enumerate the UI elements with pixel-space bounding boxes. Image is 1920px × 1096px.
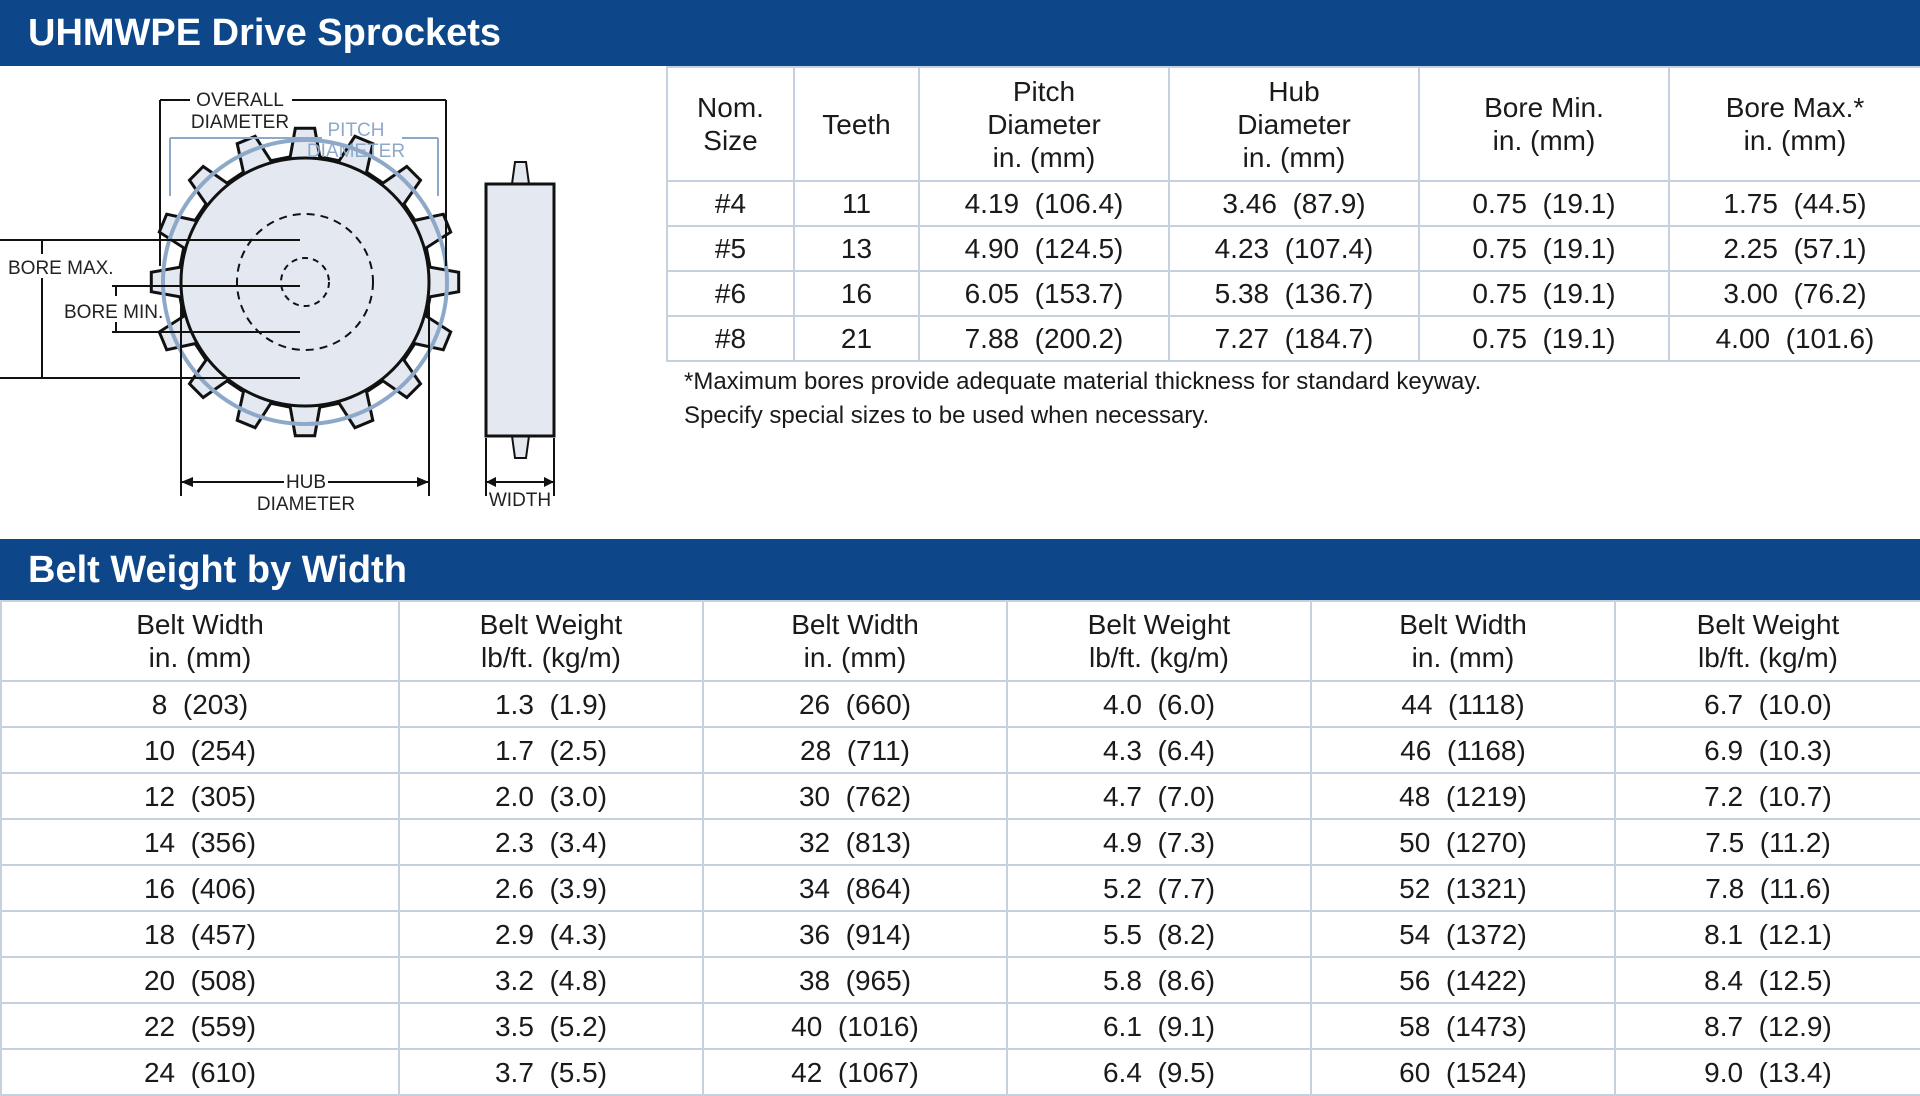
column-header-line: Belt Weight bbox=[1087, 609, 1231, 640]
table-cell: 52 (1321) bbox=[1311, 865, 1615, 911]
table-cell: 13 bbox=[794, 226, 919, 271]
belt-weight-table-header bbox=[1, 601, 1920, 681]
sprocket-diagram bbox=[0, 66, 600, 526]
column-header-line: Pitch bbox=[1012, 75, 1076, 107]
table-cell: 1.7 (2.5) bbox=[399, 727, 703, 773]
table-cell: 4.0 (6.0) bbox=[1007, 681, 1311, 727]
column-header bbox=[1615, 601, 1920, 681]
column-header-line: lb/ft. (kg/m) bbox=[480, 642, 621, 673]
column-header-line: lb/ft. (kg/m) bbox=[1697, 642, 1838, 673]
column-header bbox=[703, 601, 1007, 681]
column-header-line: in. (mm) bbox=[1242, 141, 1346, 173]
table-cell: 3.5 (5.2) bbox=[399, 1003, 703, 1049]
table-cell: 60 (1524) bbox=[1311, 1049, 1615, 1095]
table-cell: 12 (305) bbox=[1, 773, 399, 819]
column-header-line: Belt Width bbox=[1399, 609, 1527, 640]
table-cell: 58 (1473) bbox=[1311, 1003, 1615, 1049]
column-header-line: in. (mm) bbox=[148, 642, 252, 673]
table-cell: 36 (914) bbox=[703, 911, 1007, 957]
hub-diameter-label-2: DIAMETER bbox=[256, 494, 356, 515]
table-cell: 2.3 (3.4) bbox=[399, 819, 703, 865]
table-cell: 48 (1219) bbox=[1311, 773, 1615, 819]
table-cell: #8 bbox=[667, 316, 794, 361]
table-row bbox=[667, 316, 1920, 361]
bore-min-label: BORE MIN. bbox=[64, 302, 164, 323]
belt-weight-title: Belt Weight by Width bbox=[28, 548, 407, 591]
hub-circle bbox=[181, 158, 429, 406]
column-header bbox=[667, 67, 794, 181]
belt-weight-table bbox=[0, 600, 1920, 1096]
table-cell: 7.2 (10.7) bbox=[1615, 773, 1920, 819]
table-cell: 5.2 (7.7) bbox=[1007, 865, 1311, 911]
special-sizes-note: Specify special sizes to be used when necessary. bbox=[684, 402, 1210, 429]
column-header-line: in. (mm) bbox=[1743, 125, 1847, 156]
column-header-line: Bore Min. bbox=[1484, 92, 1604, 123]
table-cell: 4.7 (7.0) bbox=[1007, 773, 1311, 819]
table-cell: 7.88 (200.2) bbox=[919, 316, 1169, 361]
column-header bbox=[399, 601, 703, 681]
table-row bbox=[1, 911, 1920, 957]
width-label: WIDTH bbox=[488, 490, 552, 511]
overall-diameter-label-1: OVERALL bbox=[196, 90, 284, 111]
table-row bbox=[1, 865, 1920, 911]
table-cell: 30 (762) bbox=[703, 773, 1007, 819]
column-header-line: Belt Width bbox=[136, 609, 264, 640]
table-cell: #6 bbox=[667, 271, 794, 316]
column-header bbox=[1669, 67, 1920, 181]
column-header bbox=[1007, 601, 1311, 681]
table-cell: 7.8 (11.6) bbox=[1615, 865, 1920, 911]
table-cell: 6.05 (153.7) bbox=[919, 271, 1169, 316]
table-row bbox=[1, 1049, 1920, 1095]
column-header-line: Belt Weight bbox=[479, 609, 623, 640]
table-cell: #5 bbox=[667, 226, 794, 271]
column-header-line: Diameter bbox=[987, 108, 1101, 140]
side-view-top-tooth bbox=[512, 162, 529, 184]
table-row bbox=[667, 226, 1920, 271]
table-cell: 3.00 (76.2) bbox=[1669, 271, 1920, 316]
column-header-line: Size bbox=[703, 125, 758, 156]
table-row bbox=[1, 773, 1920, 819]
table-row bbox=[1, 727, 1920, 773]
table-cell: 0.75 (19.1) bbox=[1419, 271, 1669, 316]
bore-max-label: BORE MAX. bbox=[8, 258, 114, 279]
table-row bbox=[1, 1003, 1920, 1049]
table-cell: 0.75 (19.1) bbox=[1419, 316, 1669, 361]
table-cell: 4.3 (6.4) bbox=[1007, 727, 1311, 773]
table-cell: 22 (559) bbox=[1, 1003, 399, 1049]
table-cell: 6.7 (10.0) bbox=[1615, 681, 1920, 727]
max-bore-footnote: *Maximum bores provide adequate material thickness for standard keyway. bbox=[684, 368, 1482, 395]
table-cell: 16 (406) bbox=[1, 865, 399, 911]
side-view-bottom-tooth bbox=[512, 436, 529, 458]
pitch-diameter-label-1: PITCH bbox=[327, 120, 385, 141]
sprocket-spec-table bbox=[666, 66, 1920, 362]
table-cell: 3.46 (87.9) bbox=[1169, 181, 1419, 226]
column-header bbox=[1311, 601, 1615, 681]
table-cell: 2.6 (3.9) bbox=[399, 865, 703, 911]
table-row bbox=[667, 181, 1920, 226]
table-cell: 0.75 (19.1) bbox=[1419, 181, 1669, 226]
table-row bbox=[1, 681, 1920, 727]
table-cell: 32 (813) bbox=[703, 819, 1007, 865]
table-cell: 4.23 (107.4) bbox=[1169, 226, 1419, 271]
column-header-line: in. (mm) bbox=[992, 141, 1096, 173]
table-cell: 3.7 (5.5) bbox=[399, 1049, 703, 1095]
table-cell: 5.38 (136.7) bbox=[1169, 271, 1419, 316]
table-cell: 7.5 (11.2) bbox=[1615, 819, 1920, 865]
table-cell: #4 bbox=[667, 181, 794, 226]
table-cell: 2.25 (57.1) bbox=[1669, 226, 1920, 271]
table-cell: 10 (254) bbox=[1, 727, 399, 773]
table-cell: 50 (1270) bbox=[1311, 819, 1615, 865]
table-cell: 0.75 (19.1) bbox=[1419, 226, 1669, 271]
column-header bbox=[1419, 67, 1669, 181]
sprocket-table-header bbox=[667, 67, 1920, 181]
table-cell: 16 bbox=[794, 271, 919, 316]
table-cell: 24 (610) bbox=[1, 1049, 399, 1095]
table-cell: 14 (356) bbox=[1, 819, 399, 865]
table-cell: 56 (1422) bbox=[1311, 957, 1615, 1003]
table-row bbox=[1, 819, 1920, 865]
table-cell: 4.19 (106.4) bbox=[919, 181, 1169, 226]
overall-diameter-label-2: DIAMETER bbox=[190, 112, 290, 133]
table-cell: 8.4 (12.5) bbox=[1615, 957, 1920, 1003]
table-cell: 38 (965) bbox=[703, 957, 1007, 1003]
column-header-line: in. (mm) bbox=[1411, 642, 1515, 673]
table-cell: 18 (457) bbox=[1, 911, 399, 957]
table-cell: 26 (660) bbox=[703, 681, 1007, 727]
table-cell: 1.3 (1.9) bbox=[399, 681, 703, 727]
column-header bbox=[1169, 67, 1419, 181]
table-cell: 44 (1118) bbox=[1311, 681, 1615, 727]
table-cell: 40 (1016) bbox=[703, 1003, 1007, 1049]
column-header-line: lb/ft. (kg/m) bbox=[1088, 642, 1229, 673]
table-cell: 2.9 (4.3) bbox=[399, 911, 703, 957]
table-cell: 5.8 (8.6) bbox=[1007, 957, 1311, 1003]
table-cell: 8.7 (12.9) bbox=[1615, 1003, 1920, 1049]
table-cell: 54 (1372) bbox=[1311, 911, 1615, 957]
table-cell: 6.4 (9.5) bbox=[1007, 1049, 1311, 1095]
column-header-line: in. (mm) bbox=[1492, 125, 1596, 156]
table-cell: 8.1 (12.1) bbox=[1615, 911, 1920, 957]
table-cell: 8 (203) bbox=[1, 681, 399, 727]
table-row bbox=[1, 957, 1920, 1003]
table-cell: 46 (1168) bbox=[1311, 727, 1615, 773]
table-cell: 6.9 (10.3) bbox=[1615, 727, 1920, 773]
column-header-line: Bore Max.* bbox=[1725, 92, 1865, 123]
column-header-line: Belt Width bbox=[791, 609, 919, 640]
table-cell: 9.0 (13.4) bbox=[1615, 1049, 1920, 1095]
table-cell: 3.2 (4.8) bbox=[399, 957, 703, 1003]
table-cell: 4.00 (101.6) bbox=[1669, 316, 1920, 361]
column-header bbox=[919, 67, 1169, 181]
table-cell: 4.9 (7.3) bbox=[1007, 819, 1311, 865]
side-view-body bbox=[486, 184, 554, 436]
column-header-line: in. (mm) bbox=[803, 642, 907, 673]
table-row bbox=[667, 271, 1920, 316]
column-header-line: Belt Weight bbox=[1696, 609, 1840, 640]
table-cell: 28 (711) bbox=[703, 727, 1007, 773]
table-cell: 21 bbox=[794, 316, 919, 361]
table-cell: 20 (508) bbox=[1, 957, 399, 1003]
table-cell: 1.75 (44.5) bbox=[1669, 181, 1920, 226]
table-cell: 2.0 (3.0) bbox=[399, 773, 703, 819]
pitch-diameter-label-2: DIAMETER bbox=[306, 141, 406, 162]
sprockets-title-banner bbox=[0, 0, 1920, 66]
column-header bbox=[794, 67, 919, 181]
column-header-line: Hub bbox=[1268, 75, 1320, 107]
table-cell: 6.1 (9.1) bbox=[1007, 1003, 1311, 1049]
column-header-line: Nom. bbox=[697, 92, 764, 123]
hub-diameter-label-1: HUB bbox=[285, 472, 327, 493]
table-cell: 4.90 (124.5) bbox=[919, 226, 1169, 271]
column-header-line: Diameter bbox=[1237, 108, 1351, 140]
table-cell: 5.5 (8.2) bbox=[1007, 911, 1311, 957]
belt-weight-title-banner bbox=[0, 539, 1920, 601]
column-header bbox=[1, 601, 399, 681]
column-header-line: Teeth bbox=[822, 108, 891, 140]
table-cell: 11 bbox=[794, 181, 919, 226]
table-cell: 42 (1067) bbox=[703, 1049, 1007, 1095]
table-cell: 7.27 (184.7) bbox=[1169, 316, 1419, 361]
sprockets-title: UHMWPE Drive Sprockets bbox=[28, 11, 502, 54]
table-cell: 34 (864) bbox=[703, 865, 1007, 911]
